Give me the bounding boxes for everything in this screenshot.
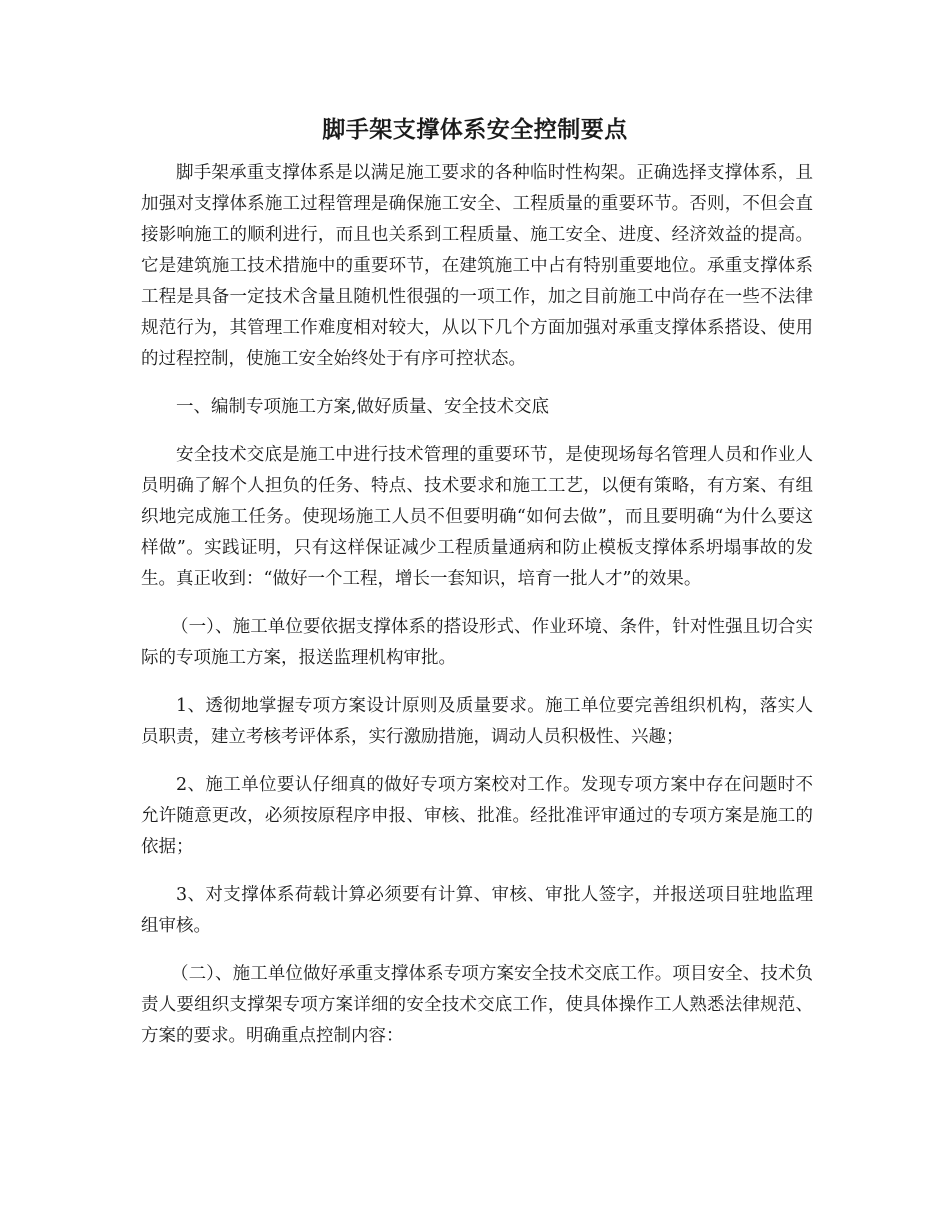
paragraph-intro: 脚手架承重支撑体系是以满足施工要求的各种临时性构架。正确选择支撑体系，且加强对支撑体系施工过程管理是确保施工安全、工程质量的重要环节。否则，不但会直接影响施工的顺利进行，而且也关系到工程质量、施工安全、进度、经济效益的提高。它是建筑施工技术措施中的重要环节，在建筑施工中占有特别重要地位。承重支撑体系工程是具备一定技术含量且随机性很强的一项工作，加之目前施工中尚存在一些不法律规范行为，其管理工作难度相对较大，从以下几个方面加强对承重支撑体系搭设、使用的过程控制，使施工安全始终处于有序可控状态。: [141, 163, 813, 369]
paragraph-safety-briefing: 安全技术交底是施工中进行技术管理的重要环节，是使现场每名管理人员和作业人员明确了解个人担负的任务、特点、技术要求和施工工艺，以便有策略，有方案、有组织地完成施工任务。使现场施工人员不但要明确“如何去做”，而且要明确“为什么要这样做”。实践证明，只有这样保证减少工程质量通病和防止模板支撑体系坍塌事故的发生。真正收到：“做好一个工程，增长一套知识，培育一批人才”的效果。: [141, 445, 813, 589]
subsection-heading-2: （二）、施工单位做好承重支撑体系专项方案安全技术交底工作。项目安全、技术负责人要组织支撑架专项方案详细的安全技术交底工作，使具体操作工人熟悉法律规范、方案的要求。明确重点控制内容：: [141, 964, 813, 1046]
subsection-heading-1: （一）、施工单位要依据支撑体系的搭设形式、作业环境、条件，针对性强且切合实际的专项施工方案，报送监理机构审批。: [141, 617, 813, 668]
list-item-3: 3、对支撑体系荷载计算必须要有计算、审核、审批人签字，并报送项目驻地监理组审核。: [141, 885, 813, 936]
section-heading-1: 一、编制专项施工方案,做好质量、安全技术交底: [176, 397, 550, 417]
list-item-1: 1、透彻地掌握专项方案设计原则及质量要求。施工单位要完善组织机构，落实人员职责，建立考核考评体系，实行激励措施，调动人员积极性、兴趣；: [141, 696, 813, 747]
document-title: 脚手架支撑体系安全控制要点: [322, 116, 628, 143]
list-item-2: 2、施工单位要认仔细真的做好专项方案校对工作。发现专项方案中存在问题时不允许随意更改，必须按原程序申报、审核、批准。经批准评审通过的专项方案是施工的依据；: [141, 775, 813, 857]
document-body: [141, 158, 813, 1052]
